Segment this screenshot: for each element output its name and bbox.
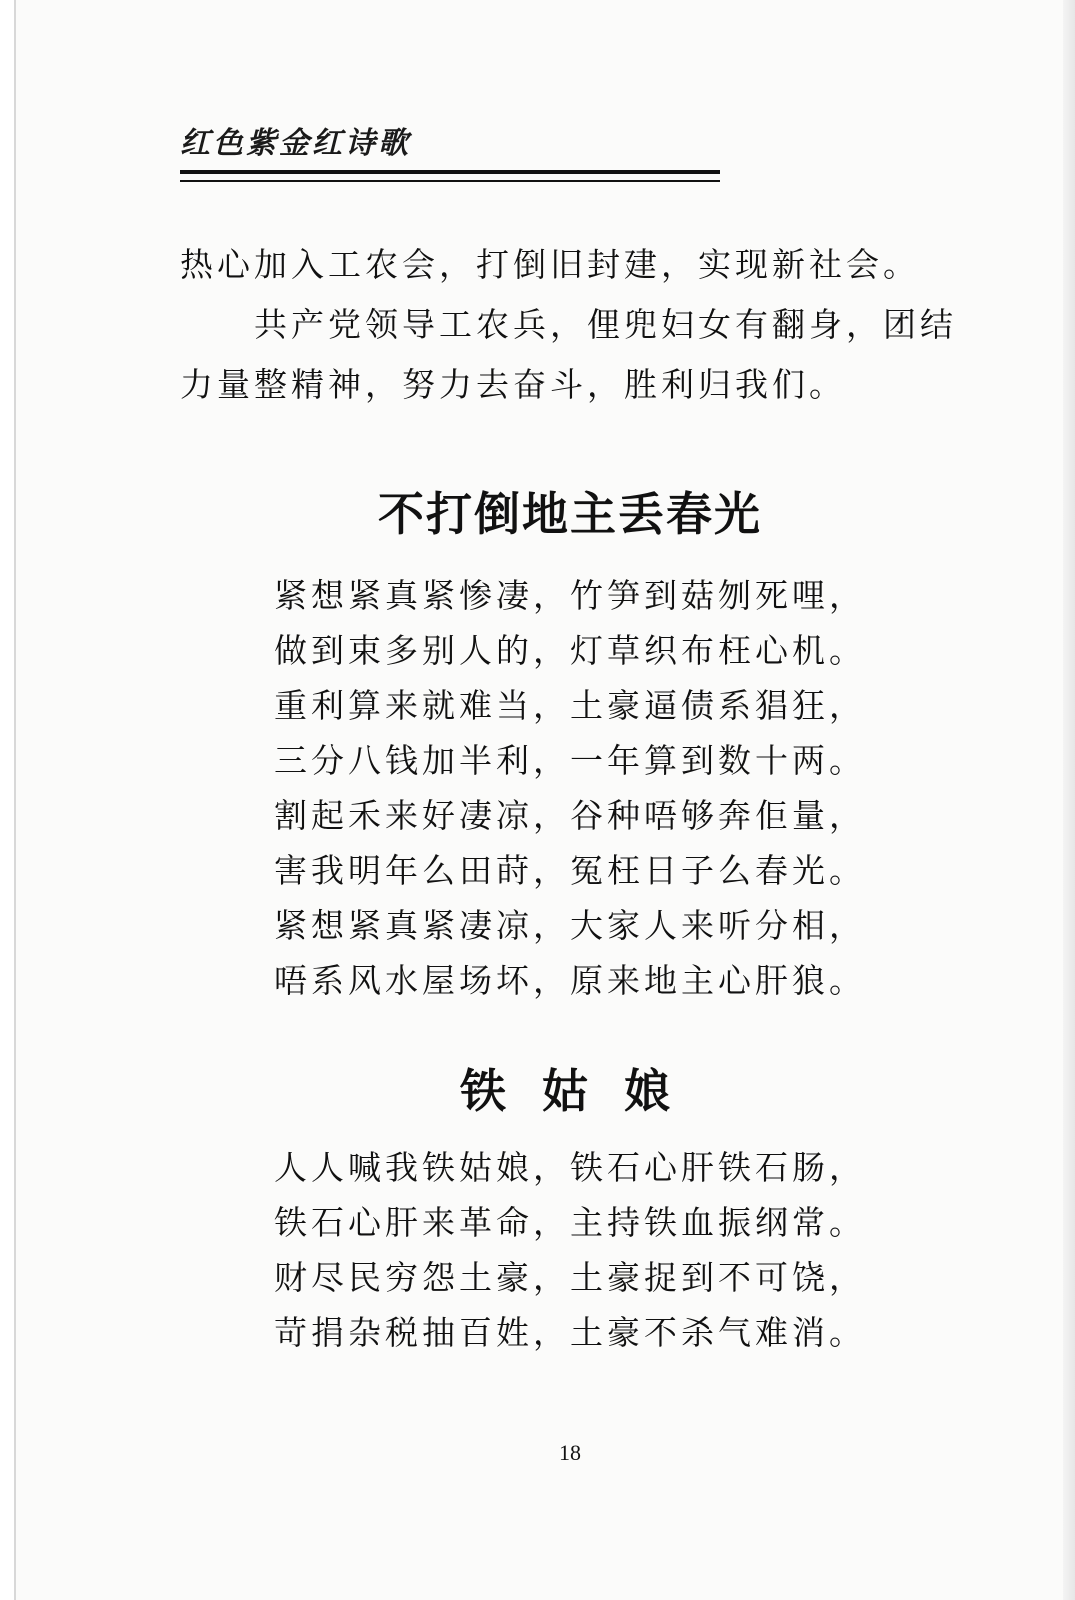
- poem-line: 重利算来就难当，土豪逼债系猖狂，: [274, 686, 866, 725]
- poem-line: 割起禾来好凄凉，谷种唔够奔佢量，: [274, 796, 866, 835]
- poem-line: 唔系风水屋场坏，原来地主心肝狼。: [274, 961, 866, 1000]
- poem-line: 三分八钱加半利，一年算到数十两。: [274, 741, 866, 780]
- poem-2-lines: [180, 1140, 960, 1360]
- poem-line: 做到束多别人的，灯草织布枉心机。: [274, 631, 866, 670]
- page-number: 18: [559, 1440, 581, 1465]
- poem-1-lines: [180, 568, 960, 1008]
- poem-line: 人人喊我铁姑娘，铁石心肝铁石肠，: [274, 1148, 866, 1187]
- header-rule-thin: [180, 180, 720, 182]
- poem-line: 财尽民穷怨土豪，土豪捉到不可饶，: [274, 1258, 866, 1297]
- intro-paragraph-1: 热心加入工农会，打倒旧封建，实现新社会。: [180, 245, 920, 284]
- poem-line: 紧想紧真紧惨凄，竹笋到菇刎死哩，: [274, 576, 866, 615]
- poem-line: 苛捐杂税抽百姓，土豪不杀气难消。: [274, 1313, 866, 1352]
- poem-line: 紧想紧真紧凄凉，大家人来听分相，: [274, 906, 866, 945]
- poem-title-2: 铁 姑 娘: [459, 1064, 681, 1118]
- poem-line: 害我明年么田莳，冤枉日子么春光。: [274, 851, 866, 890]
- poem-title-1: 不打倒地主丢春光: [378, 487, 762, 541]
- running-header-title: 红色紫金红诗歌: [180, 126, 411, 161]
- header-rule: [180, 170, 720, 174]
- poem-line: 铁石心肝来革命，主持铁血振纲常。: [274, 1203, 866, 1242]
- intro-paragraph-2: 共产党领导工农兵，俚兜妇女有翻身，团结力量整精神，努力去奋斗，胜利归我们。: [180, 305, 957, 404]
- page-edge: [1063, 0, 1075, 1600]
